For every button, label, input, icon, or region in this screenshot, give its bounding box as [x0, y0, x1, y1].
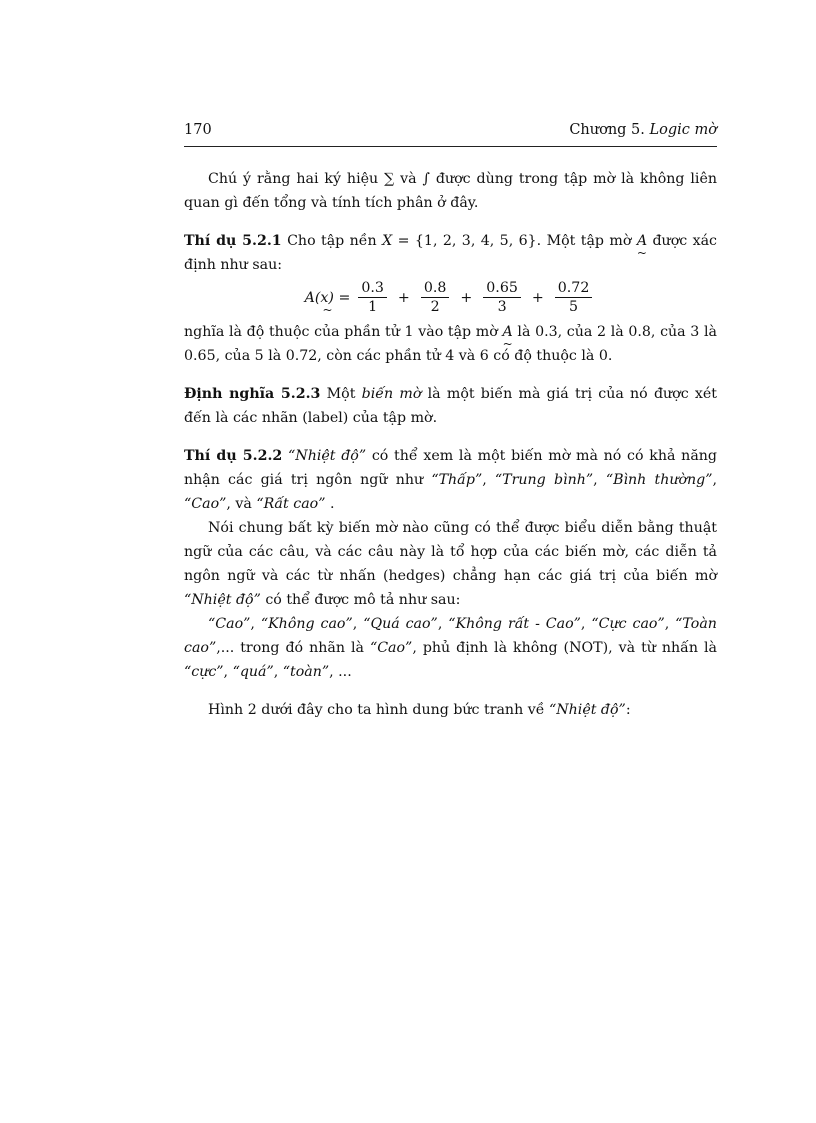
fraction-term: $\frac{0.3}{1}$: [358, 279, 387, 316]
fuzzy-set-A: A ~: [637, 229, 647, 253]
document-page: [184, 118, 717, 722]
fraction-term: $\frac{0.72}{5}$: [555, 279, 593, 316]
paragraph-symbols: Chú ý rằng hai ký hiệu ∑ và ∫ được dùng trong tập mờ là không liên quan gì đến tổng và tính tích phân ở đây.: [184, 171, 717, 211]
membership-formula: A(x) = ~ $\frac{0.3}{1}$ + $\frac{0.8}{2}$ + $\frac{0.65}{3}$ + $\frac{0.72}{5}$: [184, 279, 717, 316]
definition-label: Định nghĩa 5.2.3: [184, 386, 321, 402]
example-label: Thí dụ 5.2.1: [184, 233, 282, 249]
paragraph-figure-ref: Hình 2 dưới đây cho ta hình dung bức tranh về “Nhiệt độ”:: [208, 702, 631, 718]
example-5-2-1: Thí dụ 5.2.1 Cho tập nền X = {1, 2, 3, 4, 5, 6}. Một tập mờ A ~ được xác định như sau:: [184, 229, 717, 277]
fraction-term: $\frac{0.65}{3}$: [483, 279, 521, 316]
paragraph-general: Nói chung bất kỳ biến mờ nào cũng có thể được biểu diễn bằng thuật ngữ của các câu, và các câu này là tổ hợp của các biến mờ, các diễn tả ngôn ngữ và các từ nhấn (hedges) chẳng hạn các giá trị của biến mờ “Nhiệt độ” có thể được mô tả như sau:: [184, 520, 717, 608]
example-explanation: nghĩa là độ thuộc của phần tử 1 vào tập mờ A ~ là 0.3, của 2 là 0.8, của 3 là 0.65, của 5 là 0.72, còn các phần tử 4 và 6 có độ thuộc là 0.: [184, 320, 717, 368]
page-number: 170: [184, 122, 212, 138]
example-5-2-2: Thí dụ 5.2.2 “Nhiệt độ” có thể xem là một biến mờ mà nó có khả năng nhận các giá trị ngôn ngữ như “Thấp”, “Trung bình”, “Bình thường”, “Cao”, và “Rất cao” .: [184, 448, 717, 512]
fuzzy-set-A: A ~: [502, 320, 512, 344]
sum-symbol: ∑: [384, 171, 395, 187]
running-header: [184, 118, 717, 147]
integral-symbol: ∫: [422, 171, 430, 187]
paragraph-examples: “Cao”, “Không cao”, “Quá cao”, “Không rất - Cao”, “Cực cao”, “Toàn cao”,... trong đó nhãn là “Cao”, phủ định là không (NOT), và từ nhấn là “cực”, “quá”, “toàn”, ...: [184, 616, 717, 680]
fraction-term: $\frac{0.8}{2}$: [421, 279, 450, 316]
definition-5-2-3: Định nghĩa 5.2.3 Một biến mờ là một biến mà giá trị của nó được xét đến là các nhãn (label) của tập mờ.: [184, 386, 717, 426]
example-label: Thí dụ 5.2.2: [184, 448, 283, 464]
chapter-title: Chương 5. Logic mờ: [569, 122, 717, 138]
formula-lhs: A(x) = ~: [305, 286, 351, 310]
